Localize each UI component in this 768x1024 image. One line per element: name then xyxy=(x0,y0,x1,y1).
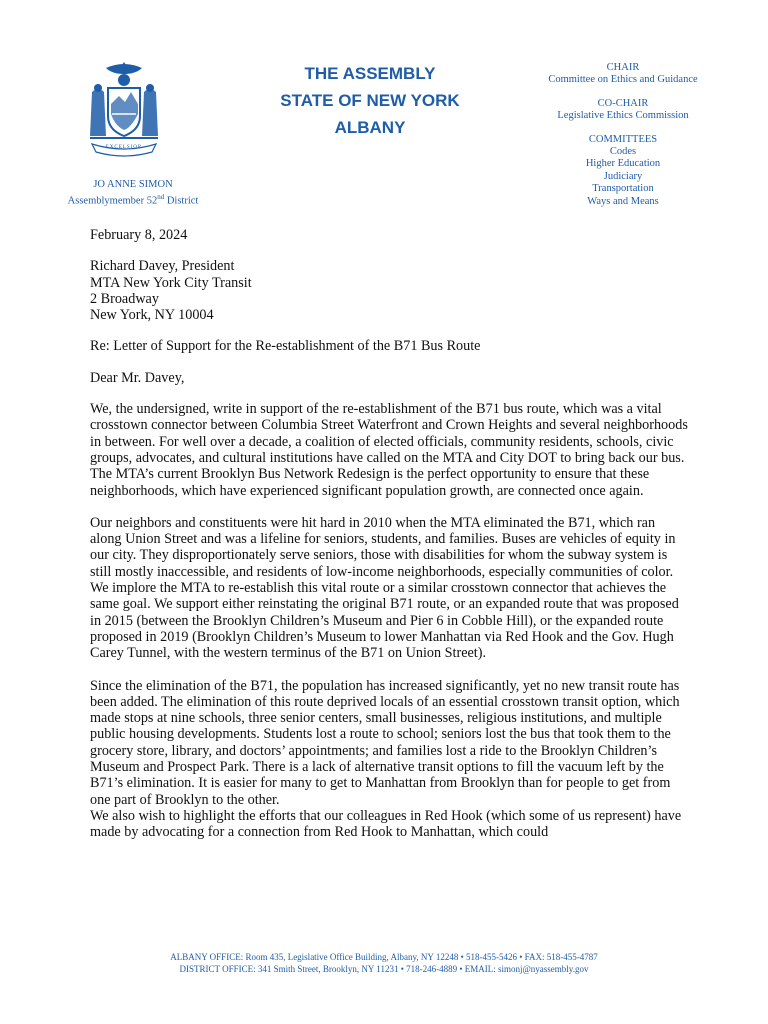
seal-motto: EXCELSIOR xyxy=(105,145,143,150)
recipient-address xyxy=(90,258,690,323)
body-paragraph: We also wish to highlight the efforts that our colleagues in Red Hook (which some of us represent) have made by advocating for a connection from Red Hook to Manhattan, which could xyxy=(90,807,682,841)
role-heading: CHAIR xyxy=(606,62,640,73)
body-paragraph: We, the undersigned, write in support of the re-establishment of the B71 bus route, which was a vital crosstown connector between Columbia Street Waterfront and Crown Heights and several neighborhoods in between. For well over a decade, a coalition of elected officials, community residents, schools, civic groups, advocates, and cultural institutions have called on the MTA and City DOT to bring back our bus. The MTA’s current Brooklyn Bus Network Redesign is the perfect opportunity to ensure that these neighborhoods, which have experienced significant population growth, are connected once again. xyxy=(90,401,688,499)
new-york-state-seal xyxy=(84,58,164,162)
member-title: Assemblymember 52nd District xyxy=(67,193,199,207)
recipient-line: New York, NY 10004 xyxy=(90,307,214,324)
role-item: Judiciary xyxy=(603,170,643,182)
recipient-line: MTA New York City Transit xyxy=(90,274,252,291)
albany-office: ALBANY OFFICE: Room 435, Legislative Office Building, Albany, NY 12248 • 518-455-5426 • FAX: 518-455-4787 xyxy=(170,952,598,962)
subject-line: Re: Letter of Support for the Re-establishment of the B71 Bus Route xyxy=(90,338,481,355)
letterhead-footer xyxy=(0,952,768,975)
district-office: DISTRICT OFFICE: 341 Smith Street, Brooklyn, NY 11231 • 718-246-4889 • EMAIL: simonj@nyassembly.gov xyxy=(179,963,589,974)
assembly-heading xyxy=(240,60,500,141)
assembly-line: STATE OF NEW YORK xyxy=(280,91,460,110)
member-name: JO ANNE SIMON xyxy=(93,179,173,190)
member-block xyxy=(60,178,206,208)
role-item: Higher Education xyxy=(585,158,661,170)
recipient-line: 2 Broadway xyxy=(90,290,159,307)
role-item: Codes xyxy=(609,146,637,158)
recipient-line: Richard Davey, President xyxy=(90,258,235,275)
role-item: Committee on Ethics and Guidance xyxy=(548,74,698,86)
role-item: Legislative Ethics Commission xyxy=(557,110,689,122)
committee-roles xyxy=(528,62,718,208)
role-heading: COMMITTEES xyxy=(588,133,658,145)
role-item: Ways and Means xyxy=(587,195,659,207)
assembly-line: THE ASSEMBLY xyxy=(304,64,436,83)
role-heading: CO-CHAIR xyxy=(597,97,649,109)
letter-date: February 8, 2024 xyxy=(90,227,188,243)
assembly-line: ALBANY xyxy=(334,118,406,137)
body-paragraph: Our neighbors and constituents were hit hard in 2010 when the MTA eliminated the B71, which ran along Union Street and was a lifeline for seniors, students, and families. Buses are vehicles of equity in our city. They disproportionately serve seniors, those with disabilities for whom the subway system is still mostly inaccessible, and residents of low-income neighborhoods, especially communities of color. We implore the MTA to re-establish this vital route or a similar crosstown connector that achieves the same goal. We support either reinstating the original B71 route, or an expanded route that was proposed in 2015 (between the Brooklyn Children’s Museum and Pier 6 in Cobble Hill), or the expanded route proposed in 2019 (Brooklyn Children’s Museum to lower Manhattan via Red Hook and the Gov. Hugh Carey Tunnel, with the western terminus of the B71 on Union Street). xyxy=(90,514,679,662)
salutation: Dear Mr. Davey, xyxy=(90,369,185,386)
body-paragraph: Since the elimination of the B71, the population has increased significantly, yet no new transit route has been added. The elimination of this route deprived locals of an essential crosstown transit option, which made stops at nine schools, three senior centers, small businesses, religious institutions, and multiple public housing developments. Students lost a route to school; seniors lost the bus that took them to the grocery store, library, and doctors’ appointments; and families lost a ride to the Brooklyn Children’s Museum and Prospect Park. There is a lack of alternative transit options to fill the vacuum left by the B71’s elimination. It is easier for many to get to Manhattan from Brooklyn than for people to get from one part of Brooklyn to the other. xyxy=(90,677,680,808)
role-item: Transportation xyxy=(592,183,654,195)
letter-body xyxy=(90,227,690,841)
